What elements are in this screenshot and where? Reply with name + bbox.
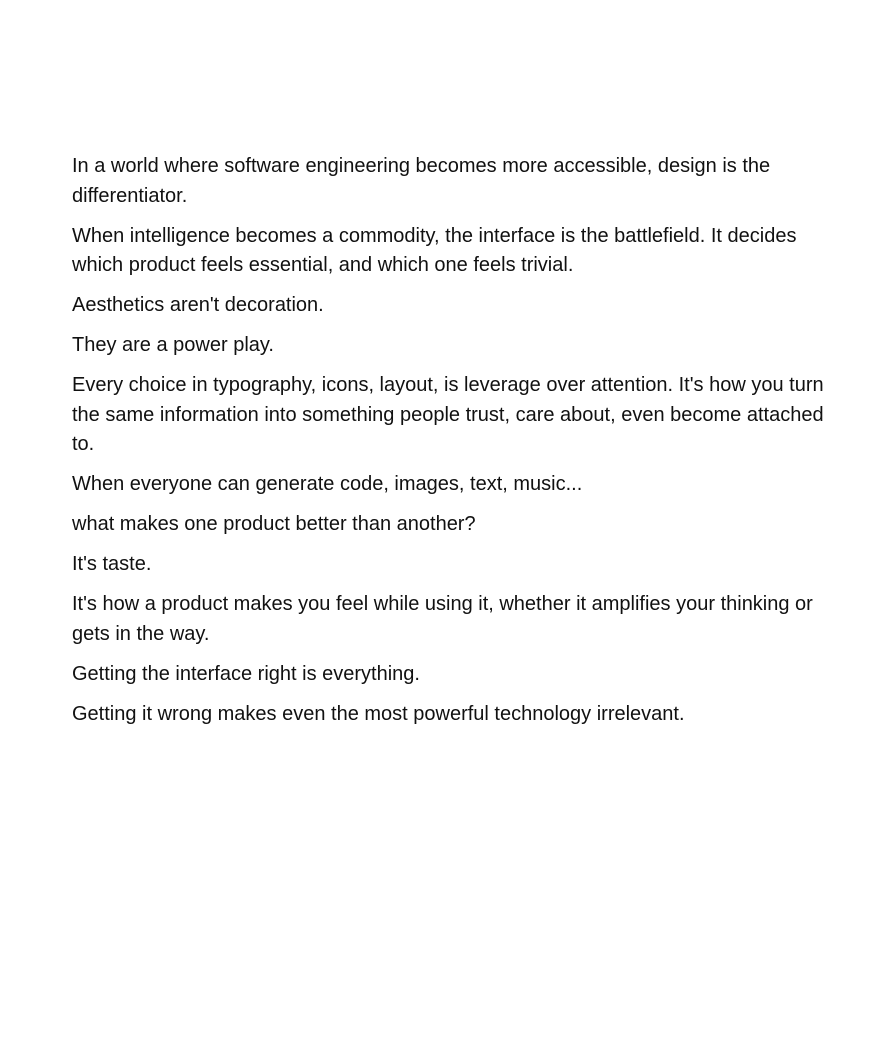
- paragraph: When intelligence becomes a commodity, the interface is the battlefield. It decides which product feels essential, and which one feels trivial.: [72, 224, 797, 276]
- paragraph: Every choice in typography, icons, layout, is leverage over attention. It's how you turn the same information into something people trust, care about, even become attached to.: [72, 374, 824, 455]
- paragraph: what makes one product better than another?: [72, 513, 476, 535]
- paragraph: It's how a product makes you feel while using it, whether it amplifies your thinking or gets in the way.: [72, 593, 813, 645]
- document-body: [72, 152, 824, 740]
- paragraph: Aesthetics aren't decoration.: [72, 294, 324, 316]
- paragraph: Getting the interface right is everything.: [72, 662, 420, 685]
- paragraph: Getting it wrong makes even the most powerful technology irrelevant.: [72, 702, 685, 725]
- paragraph: In a world where software engineering becomes more accessible, design is the differentiator.: [72, 155, 771, 207]
- paragraph: It's taste.: [72, 553, 152, 575]
- paragraph: When everyone can generate code, images, text, music...: [72, 473, 583, 495]
- paragraph: They are a power play.: [72, 334, 274, 356]
